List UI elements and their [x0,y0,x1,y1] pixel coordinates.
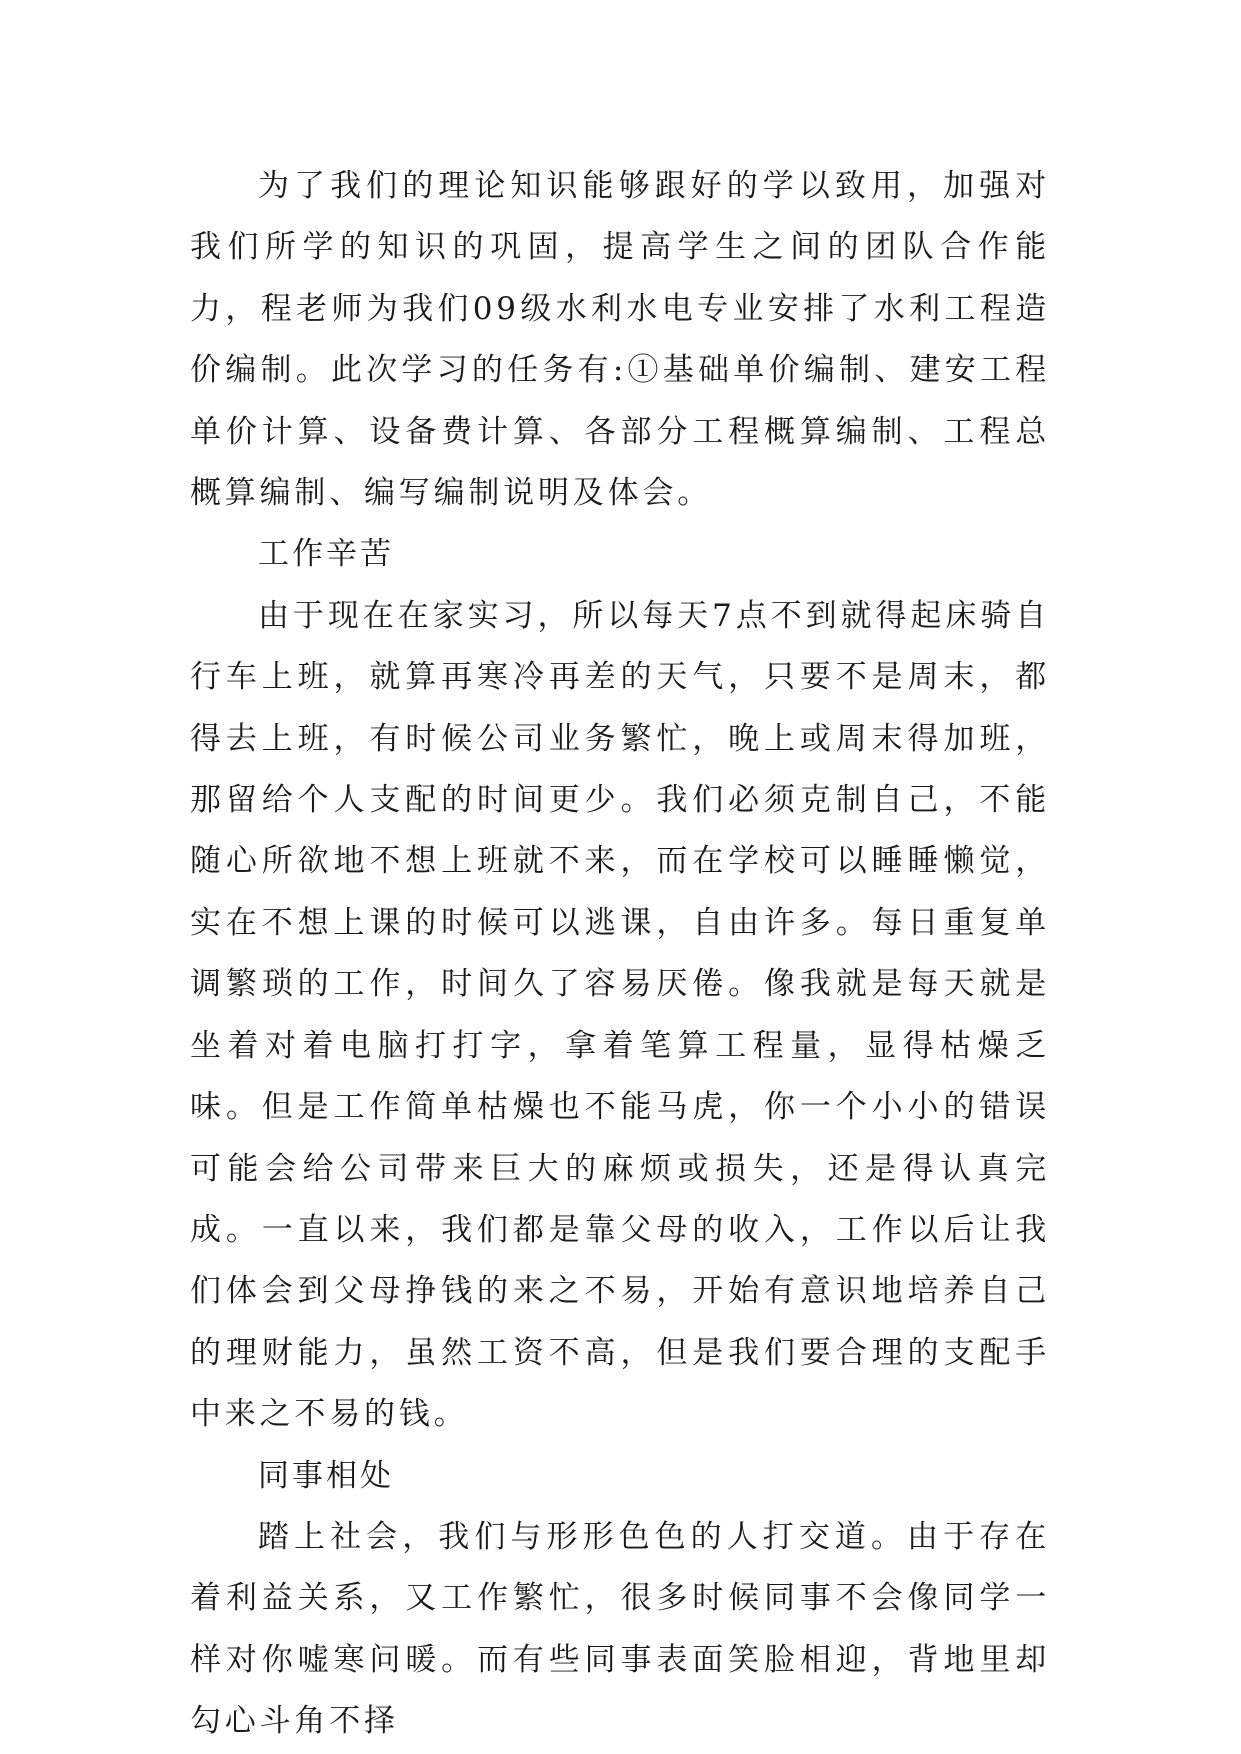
paragraph-hard-work: 由于现在在家实习，所以每天7点不到就得起床骑自行车上班，就算再寒冷再差的天气，只要不是周末，都得去上班，有时候公司业务繁忙，晚上或周末得加班，那留给个人支配的时间更少。我们必须克制自己，不能随心所欲地不想上班就不来，而在学校可以睡睡懒觉，实在不想上课的时候可以逃课，自由许多。每日重复单调繁琐的工作，时间久了容易厌倦。像我就是每天就是坐着对着电脑打打字，拿着笔算工程量，显得枯燥乏味。但是工作简单枯燥也不能马虎，你一个小小的错误可能会给公司带来巨大的麻烦或损失，还是得认真完成。一直以来，我们都是靠父母的收入，工作以后让我们体会到父母挣钱的来之不易，开始有意识地培养自己的理财能力，虽然工资不高，但是我们要合理的支配手中来之不易的钱。 [190,597,1050,1433]
document-body [190,156,1050,1753]
section-heading-colleagues: 同事相处 [258,1457,394,1494]
section-heading-hard-work: 工作辛苦 [258,536,394,573]
paragraph-intro: 为了我们的理论知识能够跟好的学以致用，加强对我们所学的知识的巩固，提高学生之间的团队合作能力，程老师为我们09级水利水电专业安排了水利工程造价编制。此次学习的任务有:①基础单价编制、建安工程单价计算、设备费计算、各部分工程概算编制、工程总概算编制、编写编制说明及体会。 [190,168,1050,512]
paragraph-colleagues: 踏上社会，我们与形形色色的人打交道。由于存在着利益关系，又工作繁忙，很多时候同事不会像同学一样对你嘘寒问暖。而有些同事表面笑脸相迎，背地里却勾心斗角不择 [190,1518,1050,1740]
